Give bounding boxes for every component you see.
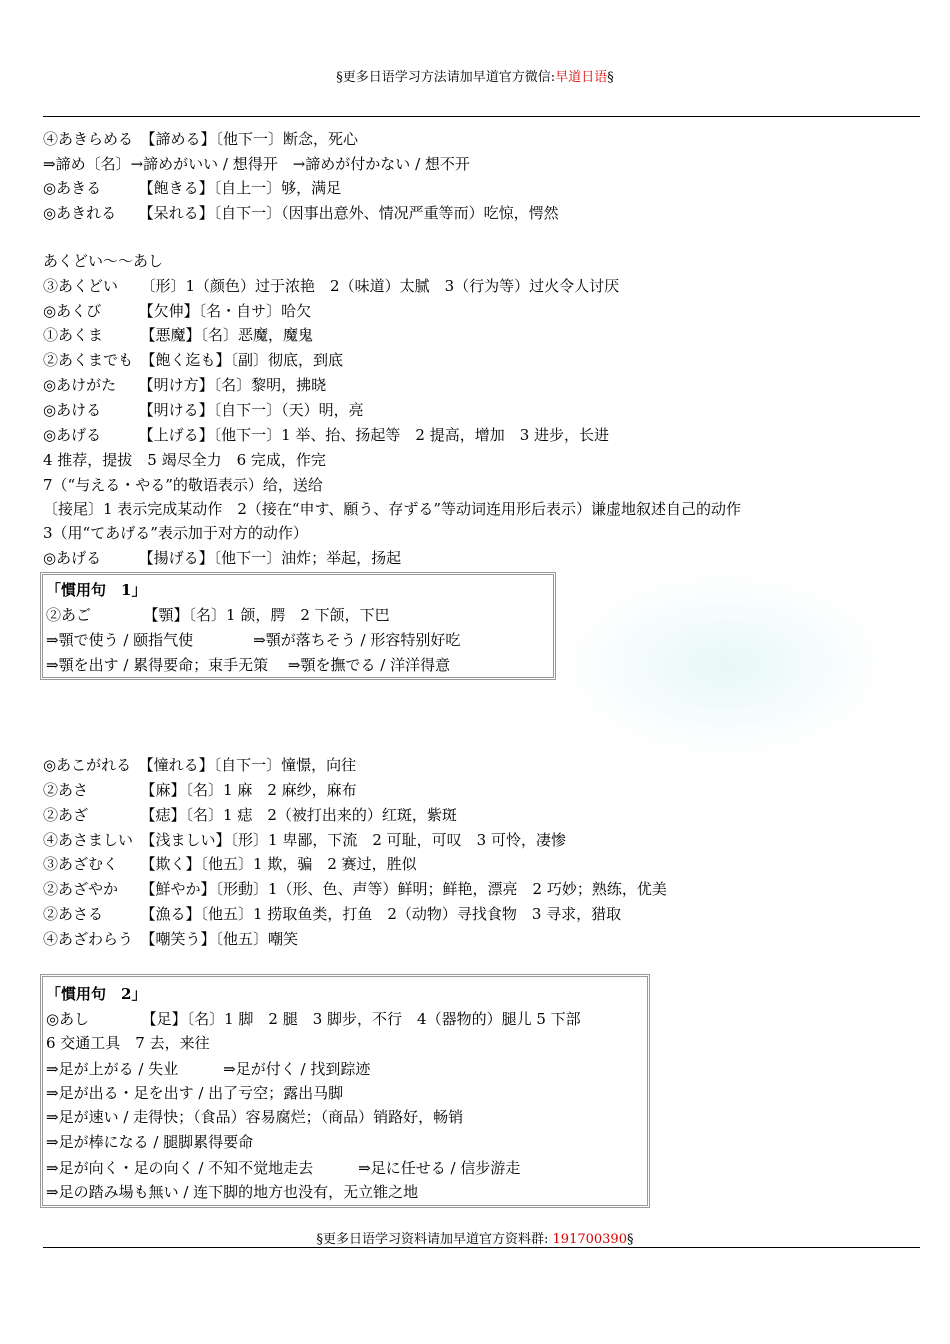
header-text: §更多日语学习方法请加早道官方微信:: [336, 70, 556, 85]
entry-azayaka: ②あざやか 【鮮やか】〔形動〕1（形、色、声等）鲜明；鲜艳，漂亮 2 巧妙；熟练，优美: [43, 880, 667, 898]
entry-asa: ②あさ 【麻】〔名〕1 麻 2 麻纱，麻布: [43, 781, 357, 799]
footer-text: §更多日语学习资料请加早道官方资料群:: [316, 1232, 553, 1247]
entry-azawarau: ④あざわらう 【嘲笑う】〔他五〕嘲笑: [43, 930, 299, 948]
idiom-box-2-line: ⇒足が速い / 走得快；（食品）容易腐烂；（商品）销路好，畅销: [46, 1108, 464, 1126]
entry-ageru-cont3: 3（用“てあげる”表示加于对方的动作）: [43, 524, 308, 542]
section-title: あくどい～～あし: [43, 252, 164, 270]
footer-suffix: §: [626, 1232, 634, 1247]
idiom-box-2-line: ⇒足が向く・足の向く / 不知不觉地走去 ⇒足に任せる / 信步游走: [46, 1159, 521, 1177]
footer-rule: [43, 1247, 920, 1248]
header-rule: [43, 116, 920, 117]
entry-asamashii: ④あさましい 【浅ましい】〔形〕1 卑鄙，下流 2 可耻，可叹 3 可怜，凄惨: [43, 831, 566, 849]
entry-ageru: ◎あげる 【上げる】〔他下一〕1 举、抬、扬起等 2 提高，增加 3 进步，长进: [43, 426, 610, 444]
entry-akudoi: ③あくどい 〔形〕1（颜色）过于浓艳 2（味道）太腻 3（行为等）过火令人讨厌: [43, 277, 620, 295]
page-footer: [0, 1228, 950, 1247]
idiom-box-1-line: ⇒顎を出す / 累得要命；束手无策 ⇒顎を撫でる / 洋洋得意: [46, 656, 451, 674]
entry-akogareru: ◎あこがれる 【憧れる】〔自下一〕憧憬，向往: [43, 756, 357, 774]
entry-akiru: ◎あきる 【飽きる】〔自上一〕够，满足: [43, 179, 342, 197]
watermark: [560, 570, 890, 760]
idiom-box-1-title: 「慣用句 1」: [46, 581, 147, 599]
entry-ageru-fry: ◎あげる 【揚げる】〔他下一〕油炸；举起，扬起: [43, 549, 402, 567]
entry-akuma: ①あくま 【悪魔】〔名〕恶魔，魔鬼: [43, 326, 314, 344]
entry-akirameru: ④あきらめる 【諦める】〔他下一〕断念，死心: [43, 130, 359, 148]
idiom-box-2-line: 6 交通工具 7 去，来往: [46, 1034, 210, 1052]
entry-azamuku: ③あざむく 【欺く】〔他五〕1 欺，骗 2 赛过，胜似: [43, 855, 417, 873]
header-suffix: §: [607, 70, 614, 85]
entry-akegata: ◎あけがた 【明け方】〔名〕黎明，拂晓: [43, 376, 327, 394]
entry-ageru-cont2: 7（“与える・やる”的敬语表示）给，送给: [43, 476, 323, 494]
entry-aza: ②あざ 【痣】〔名〕1 痣 2（被打出来的）红斑，紫斑: [43, 806, 457, 824]
idiom-box-2-line: ⇒足の踏み場も無い / 连下脚的地方也没有，无立锥之地: [46, 1183, 419, 1201]
idiom-box-1-line: ⇒顎で使う / 颐指气使 ⇒顎が落ちそう / 形容特别好吃: [46, 631, 461, 649]
idiom-box-2: [40, 974, 650, 1208]
idiom-box-2-line: ⇒足が上がる / 失业 ⇒足が付く / 找到踪迹: [46, 1060, 371, 1078]
idiom-box-2-title: 「慣用句 2」: [46, 985, 147, 1003]
entry-akubi: ◎あくび 【欠伸】〔名・自サ〕哈欠: [43, 302, 312, 320]
header-wechat-name: 早道日语: [555, 70, 608, 85]
entry-ageru-suffix: 〔接尾〕1 表示完成某动作 2（接在“申す、願う、存ずる”等动词连用形后表示）谦虚地叙述自己的动作: [43, 500, 741, 518]
idiom-box-1: [40, 572, 556, 680]
entry-akirame-phrases: ⇒諦め〔名〕→諦めがいい / 想得开 →諦めが付かない / 想不开: [43, 155, 470, 173]
footer-group-number: 191700390: [552, 1232, 627, 1247]
idiom-box-2-line: ⇒足が出る・足を出す / 出了亏空；露出马脚: [46, 1084, 344, 1102]
page-header: [0, 66, 950, 85]
entry-akumademo: ②あくまでも 【飽く迄も】〔副〕彻底，到底: [43, 351, 344, 369]
idiom-box-1-line: ②あご 【顎】〔名〕1 颌，腭 2 下颌，下巴: [46, 606, 390, 624]
entry-akeru: ◎あける 【明ける】〔自下一〕（天）明，亮: [43, 401, 364, 419]
idiom-box-2-line: ◎あし 【足】〔名〕1 脚 2 腿 3 脚步，不行 4（器物的）腿儿 5 下部: [46, 1010, 581, 1028]
idiom-box-2-line: ⇒足が棒になる / 腿脚累得要命: [46, 1133, 254, 1151]
entry-akireru: ◎あきれる 【呆れる】〔自下一〕（因事出意外、情况严重等而）吃惊，愕然: [43, 204, 559, 222]
entry-ageru-cont1: 4 推荐，提拔 5 竭尽全力 6 完成，作完: [43, 451, 326, 469]
entry-asaru: ②あさる 【漁る】〔他五〕1 捞取鱼类，打鱼 2（动物）寻找食物 3 寻求，猎取: [43, 905, 622, 923]
